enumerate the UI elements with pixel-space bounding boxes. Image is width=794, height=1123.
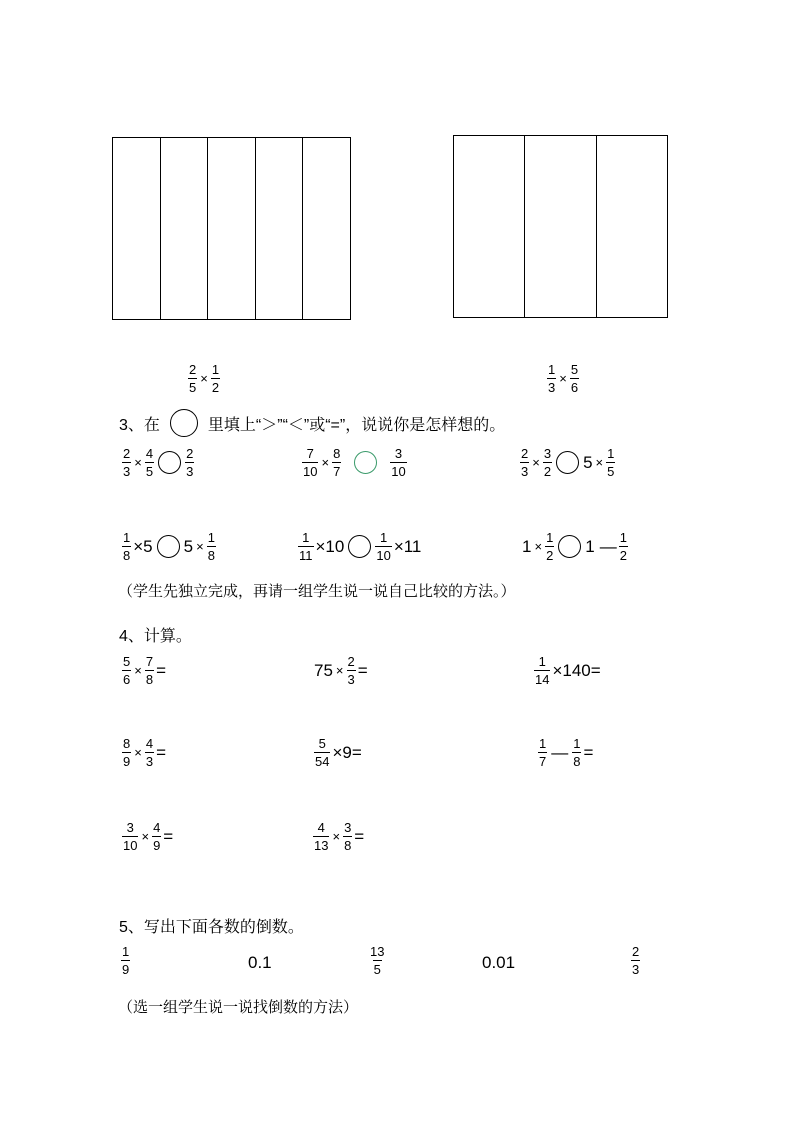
compare-circle[interactable] (157, 535, 180, 558)
q3-compare-6 (521, 531, 629, 562)
fraction-denominator: 7 (333, 464, 341, 479)
q4-expression-8 (312, 821, 365, 852)
fraction-numerator: 2 (123, 446, 131, 461)
fraction-denominator: 5 (607, 464, 615, 479)
fraction-denominator: 10 (376, 548, 391, 563)
fraction-denominator: 3 (548, 380, 556, 395)
fraction-numerator: 3 (394, 446, 403, 461)
box-cell (597, 136, 667, 317)
fraction (545, 531, 554, 562)
fraction-denominator: 3 (145, 754, 154, 769)
compare-circle[interactable] (354, 451, 377, 474)
math-token: × (534, 539, 543, 554)
fraction-denominator: 14 (535, 672, 550, 687)
fraction-numerator: 1 (123, 530, 131, 545)
q4-expression-3 (533, 655, 602, 686)
fraction (631, 945, 640, 976)
fraction (122, 531, 131, 562)
box-cell (256, 138, 304, 319)
math-token: ×10 (315, 536, 345, 556)
fraction-denominator: 13 (314, 838, 329, 853)
left-diagram-expression (187, 363, 221, 394)
fraction-numerator: 5 (123, 654, 131, 669)
math-token: ×9= (332, 742, 362, 762)
math-token: × (134, 663, 142, 678)
fraction-numerator: 4 (317, 820, 325, 835)
fraction (534, 655, 550, 686)
fraction-denominator: 8 (207, 548, 215, 563)
fraction-denominator: 2 (546, 548, 554, 563)
fraction-denominator: 9 (122, 962, 130, 977)
math-token: = (163, 826, 174, 846)
fraction (121, 945, 130, 976)
fraction-numerator: 8 (123, 736, 131, 751)
math-token: = (156, 742, 166, 762)
q4-expression-2 (313, 655, 369, 686)
math-token: 1 (585, 536, 595, 556)
math-token: = (583, 742, 594, 762)
fraction-denominator: 11 (299, 548, 313, 563)
fraction-denominator: 3 (632, 962, 640, 977)
fraction (313, 821, 329, 852)
fraction-numerator: 1 (379, 530, 388, 545)
fraction (185, 447, 194, 478)
fraction-numerator: 2 (521, 446, 529, 461)
q4-title: 4、计算。 (119, 628, 192, 645)
fraction-denominator: 3 (186, 464, 194, 479)
fraction-denominator: 2 (543, 464, 552, 479)
math-token: × (200, 371, 208, 386)
fraction-denominator: 6 (123, 672, 131, 687)
fraction (211, 363, 220, 394)
q3-compare-3 (519, 447, 616, 478)
fraction-denominator: 3 (521, 464, 529, 479)
fraction-denominator: 9 (153, 838, 161, 853)
q4-expression-6 (537, 737, 594, 768)
fraction (375, 531, 391, 562)
fraction-numerator: 1 (619, 530, 627, 545)
fraction-numerator: 7 (145, 654, 154, 669)
fraction-numerator: 1 (573, 736, 581, 751)
q3-compare-5 (297, 531, 422, 562)
fraction-numerator: 1 (211, 362, 220, 377)
fraction-numerator: 4 (145, 736, 154, 751)
fraction-numerator: 1 (607, 446, 615, 461)
fraction (314, 737, 330, 768)
fraction-denominator: 8 (344, 838, 352, 853)
fraction (298, 531, 314, 562)
q5-number-2 (247, 953, 273, 973)
fraction-denominator: 5 (145, 464, 154, 479)
fraction-denominator: 5 (373, 962, 381, 977)
fraction-numerator: 4 (145, 446, 154, 461)
q3-note: （学生先独立完成，再请一组学生说一说自己比较的方法。） (118, 583, 516, 600)
q4-expression-7 (121, 821, 174, 852)
fraction-numerator: 1 (546, 530, 554, 545)
left-fraction-box (112, 137, 351, 320)
fraction (122, 447, 131, 478)
math-token: × (321, 455, 330, 470)
math-token: ×11 (393, 536, 422, 556)
math-token: × (559, 371, 567, 386)
math-token: × (595, 455, 604, 470)
q4-expression-1 (121, 655, 167, 686)
fraction-denominator: 3 (123, 464, 131, 479)
fraction-numerator: 1 (207, 530, 215, 545)
fraction (369, 945, 385, 976)
compare-circle[interactable] (158, 451, 181, 474)
fraction-numerator: 3 (126, 820, 134, 835)
fraction-denominator: 3 (347, 672, 355, 687)
math-token: × (134, 745, 142, 760)
fraction-denominator: 6 (570, 380, 579, 395)
q5-number-1 (120, 945, 131, 976)
fraction-denominator: 10 (303, 464, 318, 479)
fraction-denominator: 10 (123, 838, 138, 853)
fraction (570, 363, 579, 394)
math-token: 1 (522, 536, 532, 556)
math-token: × (196, 539, 204, 554)
math-token: ×140= (552, 660, 601, 680)
math-token: — (551, 742, 569, 762)
box-cell (525, 136, 596, 317)
fraction-numerator: 2 (347, 654, 355, 669)
fraction (520, 447, 529, 478)
fraction (145, 655, 154, 686)
math-token: 75 (314, 660, 333, 680)
math-token: = (357, 660, 368, 680)
q3-compare-1 (121, 447, 195, 478)
q4-expression-5 (313, 737, 363, 768)
math-token: × (532, 455, 540, 470)
circle-icon (170, 409, 198, 437)
fraction-denominator: 54 (315, 754, 330, 769)
q3-compare-4 (121, 531, 217, 562)
math-token: = (354, 826, 365, 846)
fraction (619, 531, 628, 562)
compare-circle[interactable] (556, 451, 579, 474)
fraction (122, 821, 138, 852)
fraction (347, 655, 356, 686)
fraction-numerator: 1 (302, 530, 310, 545)
box-cell (454, 136, 525, 317)
box-cell (303, 138, 350, 319)
fraction-numerator: 4 (153, 820, 161, 835)
math-token: × (134, 455, 142, 470)
math-token: — (599, 536, 617, 556)
fraction-numerator: 2 (189, 362, 197, 377)
fraction (332, 447, 341, 478)
fraction-numerator: 1 (122, 944, 130, 959)
math-token: 0.01 (482, 953, 516, 972)
fraction (390, 447, 406, 478)
fraction-numerator: 2 (186, 446, 194, 461)
fraction-denominator: 2 (211, 380, 220, 395)
q5-note: （选一组学生说一说找倒数的方法） (118, 999, 359, 1016)
box-cell (208, 138, 256, 319)
fraction-numerator: 13 (370, 944, 385, 959)
fraction-numerator: 1 (538, 654, 546, 669)
fraction-denominator: 9 (123, 754, 131, 769)
fraction-numerator: 1 (539, 736, 547, 751)
q5-number-5 (630, 945, 641, 976)
math-token: 5 (583, 452, 593, 472)
fraction (145, 737, 154, 768)
fraction (152, 821, 161, 852)
compare-circle[interactable] (348, 535, 371, 558)
q5-number-3 (368, 945, 386, 976)
fraction-denominator: 8 (145, 672, 154, 687)
math-token: = (156, 660, 166, 680)
math-token: 0.1 (248, 953, 272, 972)
math-token: 5 (183, 536, 194, 556)
box-cell (161, 138, 209, 319)
fraction-denominator: 8 (123, 548, 131, 563)
fraction (538, 737, 547, 768)
fraction-numerator: 7 (306, 446, 314, 461)
fraction (207, 531, 216, 562)
fraction (122, 655, 131, 686)
right-fraction-box (453, 135, 668, 318)
fraction (547, 363, 556, 394)
fraction (122, 737, 131, 768)
compare-circle[interactable] (558, 535, 581, 558)
fraction-denominator: 5 (189, 380, 197, 395)
math-token: × (141, 829, 150, 844)
fraction (606, 447, 615, 478)
math-token: ×5 (133, 536, 153, 556)
q4-expression-4 (121, 737, 167, 768)
fraction-numerator: 5 (570, 362, 579, 377)
right-diagram-expression (546, 363, 580, 394)
fraction-denominator: 10 (391, 464, 406, 479)
fraction (188, 363, 197, 394)
fraction-denominator: 2 (619, 548, 627, 563)
q5-number-4 (481, 953, 516, 973)
fraction-denominator: 8 (573, 754, 581, 769)
fraction-numerator: 5 (318, 736, 326, 751)
box-cell (113, 138, 161, 319)
fraction-numerator: 1 (548, 362, 556, 377)
fraction-numerator: 3 (344, 820, 352, 835)
fraction (343, 821, 352, 852)
fraction (302, 447, 318, 478)
fraction (543, 447, 552, 478)
fraction-denominator: 7 (539, 754, 547, 769)
fraction (572, 737, 581, 768)
q3-compare-2 (301, 447, 408, 478)
fraction (145, 447, 154, 478)
q5-title: 5、写出下面各数的倒数。 (119, 919, 304, 936)
fraction-numerator: 3 (543, 446, 552, 461)
fraction-numerator: 2 (632, 944, 640, 959)
q3-title: 3、在 里填上“＞”“＜”或“=”，说说你是怎样想的。 (119, 409, 505, 437)
fraction-numerator: 8 (333, 446, 341, 461)
math-token: × (335, 663, 344, 678)
math-token: × (332, 829, 341, 844)
